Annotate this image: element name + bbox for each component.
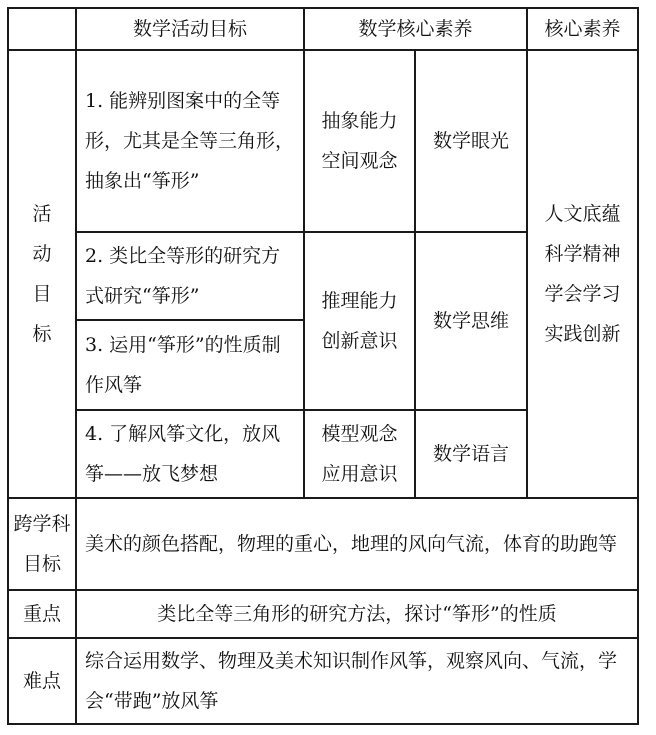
ability-line: 创新意识 (321, 330, 398, 352)
ability-line: 空间观念 (321, 150, 398, 172)
key-point-row (8, 590, 638, 638)
cross-discipline-row (8, 498, 638, 590)
core-literacy-line: 实践创新 (544, 323, 621, 345)
goal-2-text: 2. 类比全等形的研究方式研究“筝形” (76, 232, 304, 320)
header-activity-goal: 数学活动目标 (76, 8, 304, 50)
lesson-plan-table (7, 7, 639, 725)
ability-line: 应用意识 (321, 463, 398, 485)
side-label-char: 目 (32, 283, 52, 305)
side-label-char: 标 (32, 323, 52, 345)
activity-goal-side-label (8, 50, 76, 498)
cross-discipline-text: 美术的颜色搭配，物理的重心，地理的风向气流，体育的助跑等 (76, 498, 638, 590)
key-point-label: 重点 (8, 590, 76, 638)
side-label-char: 活 (32, 203, 52, 225)
cross-discipline-label (8, 498, 76, 590)
difficulty-label: 难点 (8, 638, 76, 724)
core-literacy-line: 科学精神 (544, 243, 621, 265)
goal-1-text: 1. 能辨别图案中的全等形，尤其是全等三角形，抽象出“筝形” (76, 50, 304, 232)
header-core-literacy: 核心素养 (527, 8, 638, 50)
math-eyes-cell: 数学眼光 (415, 50, 527, 232)
core-literacy-cell (527, 50, 638, 498)
document-table-wrapper (7, 7, 639, 725)
goal-row-1 (8, 50, 638, 232)
ability-cell-3 (304, 410, 415, 498)
difficulty-row (8, 638, 638, 724)
header-math-core-literacy: 数学核心素养 (304, 8, 527, 50)
ability-cell-1 (304, 50, 415, 232)
difficulty-text: 综合运用数学、物理及美术知识制作风筝，观察风向、气流，学会“带跑”放风筝 (76, 638, 638, 724)
side-label-char: 动 (32, 243, 52, 265)
goal-4-text: 4. 了解风筝文化，放风筝——放飞梦想 (76, 410, 304, 498)
cross-label-line: 跨学科 (13, 513, 71, 535)
header-blank-cell (8, 8, 76, 50)
header-row (8, 8, 638, 50)
ability-cell-2 (304, 232, 415, 410)
core-literacy-line: 学会学习 (544, 283, 621, 305)
ability-line: 模型观念 (321, 423, 398, 445)
key-point-text: 类比全等三角形的研究方法，探讨“筝形”的性质 (76, 590, 638, 638)
goal-3-text: 3. 运用“筝形”的性质制作风筝 (76, 320, 304, 410)
math-language-cell: 数学语言 (415, 410, 527, 498)
cross-label-line: 目标 (22, 553, 61, 575)
math-thinking-cell: 数学思维 (415, 232, 527, 410)
ability-line: 抽象能力 (321, 110, 398, 132)
ability-line: 推理能力 (321, 290, 398, 312)
core-literacy-line: 人文底蕴 (544, 203, 621, 225)
